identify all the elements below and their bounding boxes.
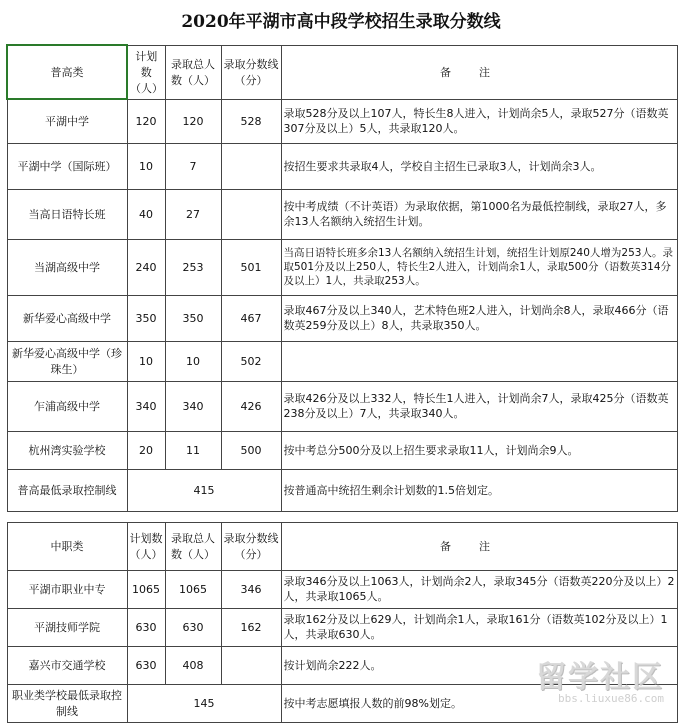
total-value: 11 (165, 431, 221, 469)
plan-value: 40 (127, 189, 165, 239)
score-value: 528 (221, 99, 281, 143)
min-line-label: 职业类学校最低录取控制线 (7, 684, 127, 722)
plan-value: 20 (127, 431, 165, 469)
table-row (7, 608, 677, 646)
plan-value: 340 (127, 381, 165, 431)
school-name: 新华爱心高级中学 (7, 295, 127, 341)
note-text: 录取426分及以上332人，特长生1人进入，计划尚余7人，录取425分（语数英238分及以上）7人，共录取340人。 (281, 381, 677, 431)
watermark-brand: 留学社区 (536, 660, 664, 695)
score-value (221, 189, 281, 239)
plan-value: 10 (127, 143, 165, 189)
table-row (7, 381, 677, 431)
table-row (7, 189, 677, 239)
note-header: 备注 (281, 45, 677, 99)
total-value: 120 (165, 99, 221, 143)
note-text: 录取162分及以上629人，计划尚余1人，录取161分（语数英102分及以上）1人，共录取630人。 (281, 608, 677, 646)
note-text (281, 341, 677, 381)
general-header-row (7, 45, 677, 99)
score-header: 录取分数线（分） (221, 45, 281, 99)
general-category-header: 普高类 (7, 45, 127, 99)
section-divider (7, 511, 677, 522)
score-value: 467 (221, 295, 281, 341)
table-row (7, 239, 677, 295)
score-value: 426 (221, 381, 281, 431)
school-name: 平湖中学（国际班） (7, 143, 127, 189)
min-line-value: 415 (127, 469, 281, 511)
plan-value: 630 (127, 608, 165, 646)
school-name: 杭州湾实验学校 (7, 431, 127, 469)
min-line-note: 按中考志愿填报人数的前98%划定。 (281, 684, 677, 722)
score-value (221, 143, 281, 189)
plan-header: 计划数（人） (127, 522, 165, 570)
plan-header: 计划数（人） (127, 45, 165, 99)
total-value: 10 (165, 341, 221, 381)
total-value: 350 (165, 295, 221, 341)
total-value: 630 (165, 608, 221, 646)
table-row (7, 295, 677, 341)
school-name: 乍浦高级中学 (7, 381, 127, 431)
note-text: 按中考成绩（不计英语）为录取依据，第1000名为最低控制线，录取27人，多余13人名额纳入统招生计划。 (281, 189, 677, 239)
school-name: 当高日语特长班 (7, 189, 127, 239)
school-name: 新华爱心高级中学（珍珠生） (7, 341, 127, 381)
school-name: 平湖市职业中专 (7, 570, 127, 608)
total-header: 录取总人数（人） (165, 45, 221, 99)
score-value: 346 (221, 570, 281, 608)
school-name: 平湖技师学院 (7, 608, 127, 646)
table-row (7, 143, 677, 189)
min-line-label: 普高最低录取控制线 (7, 469, 127, 511)
watermark-url: bbs.liuxue86.com (558, 692, 664, 705)
plan-value: 630 (127, 646, 165, 684)
school-name: 平湖中学 (7, 99, 127, 143)
total-value: 1065 (165, 570, 221, 608)
school-name: 嘉兴市交通学校 (7, 646, 127, 684)
table-row (7, 431, 677, 469)
score-value: 502 (221, 341, 281, 381)
note-text: 按招生要求共录取4人，学校自主招生已录取3人，计划尚余3人。 (281, 143, 677, 189)
total-value: 27 (165, 189, 221, 239)
note-text: 录取346分及以上1063人，计划尚余2人，录取345分（语数英220分及以上）2人，共录取1065人。 (281, 570, 677, 608)
total-value: 7 (165, 143, 221, 189)
plan-value: 350 (127, 295, 165, 341)
total-value: 408 (165, 646, 221, 684)
note-header: 备注 (281, 522, 677, 570)
table-row (7, 341, 677, 381)
admission-table (6, 44, 678, 723)
general-min-line-row (7, 469, 677, 511)
vocational-header-row (7, 522, 677, 570)
plan-value: 1065 (127, 570, 165, 608)
score-header: 录取分数线（分） (221, 522, 281, 570)
note-text: 录取528分及以上107人，特长生8人进入，计划尚余5人，录取527分（语数英307分及以上）5人，共录取120人。 (281, 99, 677, 143)
score-value: 501 (221, 239, 281, 295)
total-value: 253 (165, 239, 221, 295)
note-text: 录取467分及以上340人，艺术特色班2人进入，计划尚余8人，录取466分（语数英259分及以上）8人，共录取350人。 (281, 295, 677, 341)
table-row (7, 99, 677, 143)
score-value: 162 (221, 608, 281, 646)
school-name: 当湖高级中学 (7, 239, 127, 295)
note-text: 当高日语特长班多余13人名额纳入统招生计划，统招生计划原240人增为253人。录取501分及以上250人，特长生2人进入，计划尚余1人，录取500分（语数英314分及以上）1人，共录取253人。 (281, 239, 677, 295)
total-header: 录取总人数（人） (165, 522, 221, 570)
table-row (7, 646, 677, 684)
plan-value: 120 (127, 99, 165, 143)
note-text: 按中考总分500分及以上招生要求录取11人，计划尚余9人。 (281, 431, 677, 469)
page-title: 2020年平湖市高中段学校招生录取分数线 (181, 12, 501, 32)
vocational-category-header: 中职类 (7, 522, 127, 570)
score-value (221, 646, 281, 684)
note-text: 按计划尚余222人。 (281, 646, 677, 684)
min-line-note: 按普通高中统招生剩余计划数的1.5倍划定。 (281, 469, 677, 511)
plan-value: 10 (127, 341, 165, 381)
total-value: 340 (165, 381, 221, 431)
table-row (7, 570, 677, 608)
vocational-min-line-row (7, 684, 677, 722)
plan-value: 240 (127, 239, 165, 295)
score-value: 500 (221, 431, 281, 469)
min-line-value: 145 (127, 684, 281, 722)
